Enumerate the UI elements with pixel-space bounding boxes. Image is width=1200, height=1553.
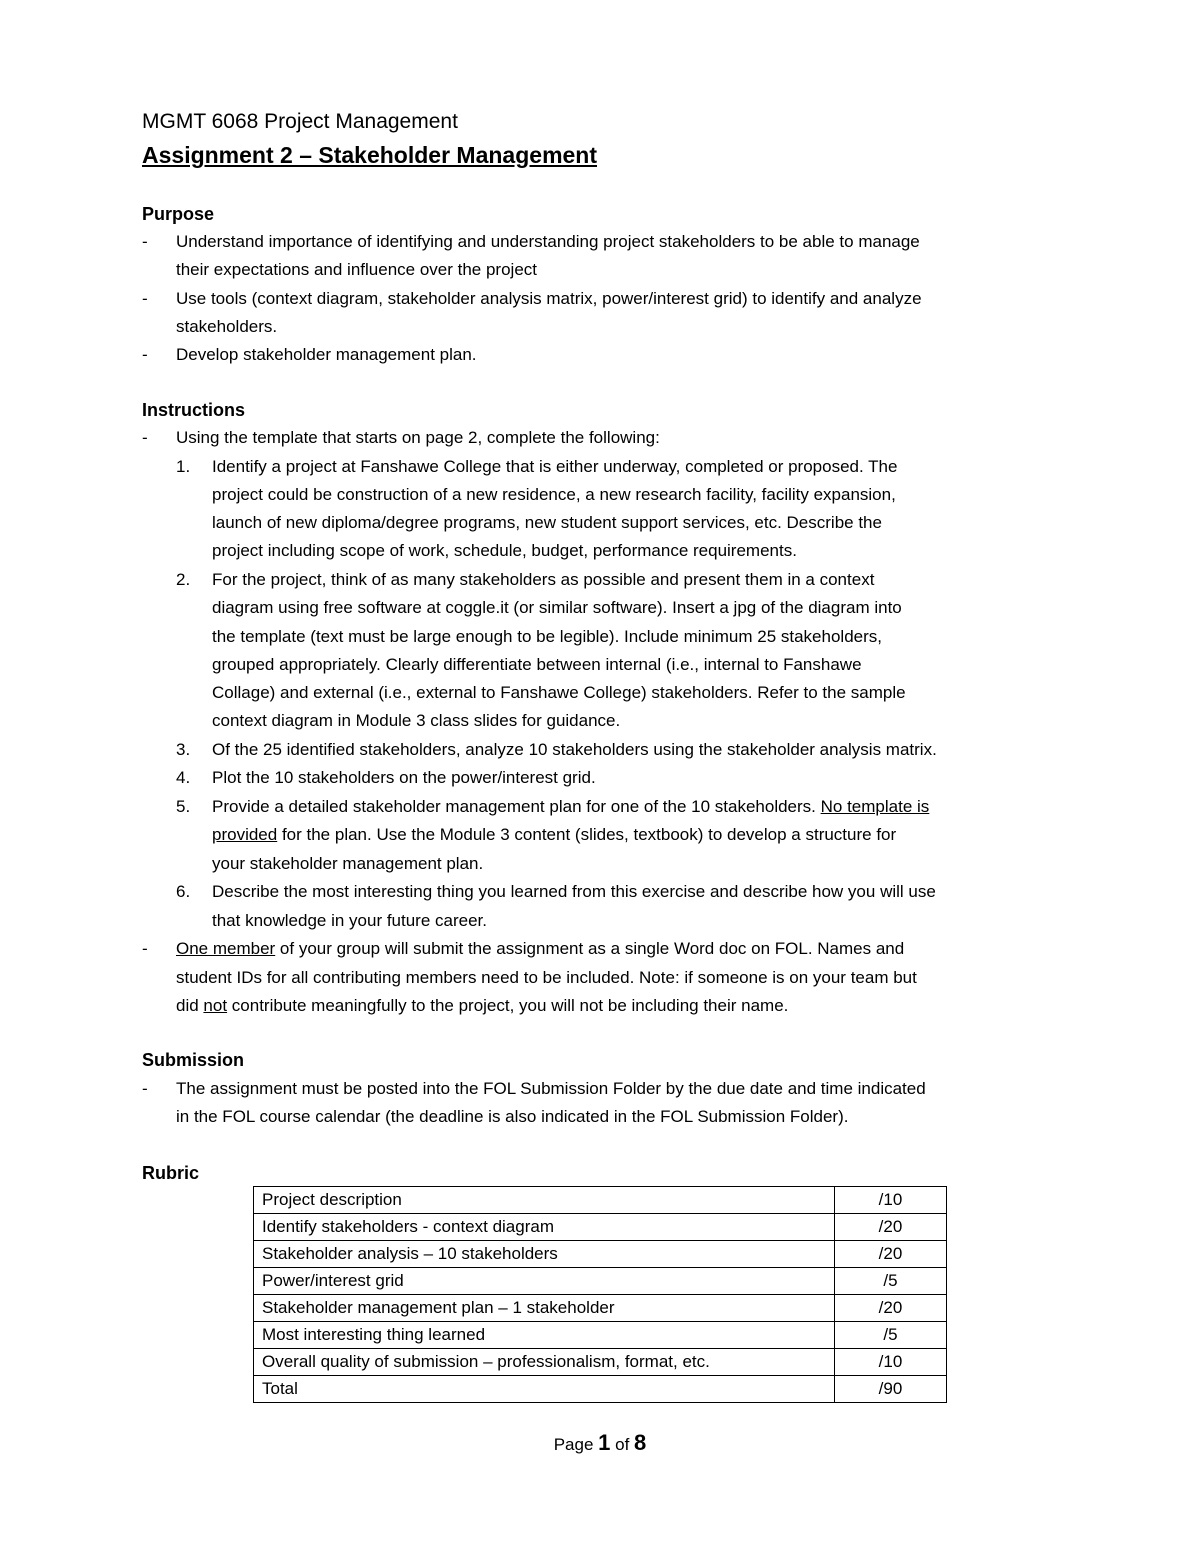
submit-note-line-3 (176, 994, 788, 1018)
submission-line-1: The assignment must be posted into the FOL Submission Folder by the due date and time indicated (176, 1079, 926, 1098)
submit-note-text: did (176, 996, 204, 1015)
rubric-total-points: /90 (835, 1376, 947, 1403)
of-label: of (615, 1435, 630, 1454)
purpose-heading: Purpose (142, 204, 215, 224)
purpose-item-1-line-2: their expectations and influence over the project (176, 260, 538, 279)
step-2-line-2: diagram using free software at coggle.it (or similar software). Insert a jpg of the diagram into (212, 598, 902, 617)
rubric-points: /20 (835, 1241, 947, 1268)
rubric-points: /5 (835, 1322, 947, 1349)
step-1-line-2: project could be construction of a new residence, a new research facility, facility expansion, (212, 485, 896, 504)
rubric-item: Most interesting thing learned (254, 1322, 835, 1349)
table-row (254, 1295, 947, 1322)
step-5-text: for the plan. Use the Module 3 content (slides, textbook) to develop a structure for (277, 825, 897, 844)
step-2-line-1: For the project, think of as many stakeholders as possible and present them in a context (212, 570, 875, 589)
step-1-line-1: Identify a project at Fanshawe College that is either underway, completed or proposed. The (212, 457, 898, 476)
submit-note-line-1 (176, 937, 904, 961)
bullet-dash: - (142, 232, 148, 251)
rubric-item: Overall quality of submission – professionalism, format, etc. (254, 1349, 835, 1376)
step-number: 3. (176, 740, 191, 759)
rubric-item: Project description (254, 1187, 835, 1214)
step-4-line-1: Plot the 10 stakeholders on the power/interest grid. (212, 768, 596, 787)
bullet-dash: - (142, 289, 148, 308)
course-title: MGMT 6068 Project Management (142, 110, 458, 133)
page-current: 1 (598, 1430, 611, 1455)
bullet-dash: - (142, 939, 148, 958)
bullet-dash: - (142, 428, 148, 447)
table-row (254, 1268, 947, 1295)
table-row (254, 1376, 947, 1403)
step-number: 2. (176, 570, 191, 589)
step-2-line-5: Collage) and external (i.e., external to Fanshawe College) stakeholders. Refer to the sample (212, 683, 906, 702)
rubric-points: /20 (835, 1214, 947, 1241)
provided-underlined: provided (212, 825, 278, 844)
step-5-line-2 (212, 823, 896, 847)
rubric-item: Stakeholder management plan – 1 stakeholder (254, 1295, 835, 1322)
rubric-points: /10 (835, 1187, 947, 1214)
table-row (254, 1322, 947, 1349)
no-template-underlined: No template is (820, 797, 930, 816)
step-1-line-4: project including scope of work, schedule, budget, performance requirements. (212, 541, 797, 560)
submit-note-text: contribute meaningfully to the project, you will not be including their name. (227, 996, 789, 1015)
page-footer (0, 1428, 1200, 1460)
purpose-item-1-line-1: Understand importance of identifying and understanding project stakeholders to be able to manage (176, 232, 920, 251)
rubric-item: Stakeholder analysis – 10 stakeholders (254, 1241, 835, 1268)
step-5-text: Provide a detailed stakeholder management plan for one of the 10 stakeholders. (212, 797, 821, 816)
submission-heading: Submission (142, 1050, 245, 1070)
table-row (254, 1214, 947, 1241)
step-3-line-1: Of the 25 identified stakeholders, analyze 10 stakeholders using the stakeholder analysis matrix. (212, 740, 937, 759)
submission-line-2: in the FOL course calendar (the deadline is also indicated in the FOL Submission Folder). (176, 1107, 849, 1126)
page-total: 8 (634, 1430, 647, 1455)
step-number: 1. (176, 457, 191, 476)
step-2-line-6: context diagram in Module 3 class slides for guidance. (212, 711, 621, 730)
rubric-points: /10 (835, 1349, 947, 1376)
purpose-item-2-line-2: stakeholders. (176, 317, 278, 336)
bullet-dash: - (142, 1079, 148, 1098)
instructions-heading: Instructions (142, 400, 246, 420)
step-number: 4. (176, 768, 191, 787)
rubric-item: Identify stakeholders - context diagram (254, 1214, 835, 1241)
rubric-heading: Rubric (142, 1163, 200, 1183)
step-2-line-4: grouped appropriately. Clearly differentiate between internal (i.e., internal to Fanshawe (212, 655, 862, 674)
submit-note-text: of your group will submit the assignment as a single Word doc on FOL. Names and (275, 939, 905, 958)
rubric-item: Power/interest grid (254, 1268, 835, 1295)
step-5-line-1 (212, 795, 929, 819)
rubric-points: /20 (835, 1295, 947, 1322)
step-6-line-2: that knowledge in your future career. (212, 911, 487, 930)
purpose-item-2-line-1: Use tools (context diagram, stakeholder analysis matrix, power/interest grid) to identify and analyze (176, 289, 922, 308)
rubric-points: /5 (835, 1268, 947, 1295)
rubric-total-label: Total (254, 1376, 835, 1403)
submit-note-line-2: student IDs for all contributing members need to be included. Note: if someone is on your team but (176, 968, 917, 987)
purpose-item-3-line-1: Develop stakeholder management plan. (176, 345, 477, 364)
step-2-line-3: the template (text must be large enough to be legible). Include minimum 25 stakeholders, (212, 627, 882, 646)
instructions-intro: Using the template that starts on page 2, complete the following: (176, 428, 660, 447)
rubric-table (253, 1186, 947, 1403)
not-underlined: not (203, 996, 228, 1015)
bullet-dash: - (142, 345, 148, 364)
page-label: Page (553, 1435, 594, 1454)
table-row (254, 1241, 947, 1268)
assignment-title: Assignment 2 – Stakeholder Management (142, 142, 598, 168)
table-row (254, 1349, 947, 1376)
step-5-line-3: your stakeholder management plan. (212, 854, 484, 873)
step-6-line-1: Describe the most interesting thing you learned from this exercise and describe how you will use (212, 882, 936, 901)
step-number: 6. (176, 882, 191, 901)
one-member-underlined: One member (176, 939, 276, 958)
step-number: 5. (176, 797, 191, 816)
step-1-line-3: launch of new diploma/degree programs, new student support services, etc. Describe the (212, 513, 882, 532)
table-row (254, 1187, 947, 1214)
